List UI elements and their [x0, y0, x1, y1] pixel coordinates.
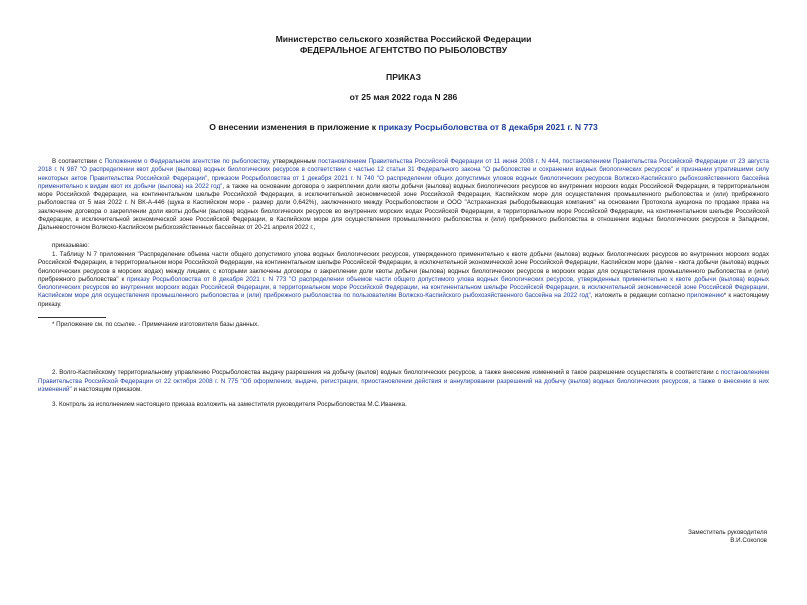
p1-text-2: , утвержденным [268, 158, 319, 165]
document-page [0, 34, 807, 605]
signature-name: В.И.Соколов [730, 537, 767, 545]
item1-link-appendix[interactable]: приложению [687, 292, 724, 300]
p1-link-resolution-987[interactable]: постановлением Правительства Российской Федерации от 23 августа 2018 г. N 987 "О распределении квот добычи (вылова) водных биологических ресурсов в соответствии с частью 12 статьи 31 Федерального закона "О рыболовстве и сохранении водных биологических ресурсов" и признании утратившими силу некоторых актов Правительства Российской Федерации" [38, 158, 769, 182]
item1-link-order-773[interactable]: приказу Росрыболовства от 8 декабря 2021 г. N 773 "О распределении объемов части общего допустимого улова водных биологических ресурсов, утвержденных применительно к квоте добычи (вылова) водных биологических ресурсов во внутренних морских водах Российской Федерации, в территориальном море Российской Федерации, на континентальном шельфе Российской Федерации, в исключительной экономической зоне Российской Федерации, Каспийском море для осуществления промышленного рыболовства и (или) прибрежного рыболовства по пользователям Волжско-Каспийского рыбохозяйственного бассейна на 2022 год" [38, 275, 770, 300]
item-2 [38, 369, 769, 394]
item1-text-3: * к настоящему приказу. [38, 292, 769, 308]
paragraph-basis [38, 158, 769, 233]
ministry-name: Министерство сельского хозяйства Российской Федерации [275, 34, 532, 44]
order-verb: приказываю: [52, 241, 90, 249]
p1-text-4: , [207, 174, 212, 182]
agency-name: ФЕДЕРАЛЬНОЕ АГЕНТСТВО ПО РЫБОЛОВСТВУ [299, 45, 508, 55]
document-type: ПРИКАЗ [386, 72, 421, 82]
signature-block [688, 529, 767, 546]
item2-link-resolution-775[interactable]: постановлением Правительства Российской Федерации от 22 октября 2008 г. N 775 "Об оформлении, выдаче, регистрации, приостановлении действия и аннулировании разрешений на добычу (вылов) водных биологических ресурсов, а также о внесении в них изменений" [38, 369, 769, 393]
item2-text-2: и настоящим приказом. [71, 385, 142, 393]
item1-text-1: 1. Таблицу N 7 приложения "Распределение объема части общего допустимого улова водных биологических ресурсов, утвержденного применительно к квоте добычи (вылова) водных биологических ресурсов во внутренних морских водах Российской Федерации, в территориальном море Российской Федерации, на континентальном шельфе Российской Федерации, в исключительной экономической зоне Российской Федерации, Каспийском море (далее - квота добычи (вылова) водных биологических ресурсов в морских водах) между лицами, с которыми заключены договоры о закреплении доли квоты добычи (вылова) водных биологических ресурсов в морских водах для осуществления промышленного рыболовства и (или) прибрежного рыболовства" к [38, 250, 769, 283]
p1-link-resolution-444[interactable]: постановлением Правительства Российской Федерации от 11 июня 2008 г. N 444 [318, 158, 559, 165]
item2-text-1: 2. Волго-Каспийскому территориальному управлению Росрыболовства выдачу разрешения на добычу (вылов) водных биологических ресурсов, а также внесение изменений в такое разрешение осуществлять в соответствии с [52, 369, 721, 377]
p1-text-3: , [558, 158, 563, 165]
p1-link-regulation[interactable]: Положением о Федеральном агентстве по рыболовству [104, 158, 269, 165]
document-date-number: от 25 мая 2022 года N 286 [349, 92, 458, 102]
item-1 [38, 251, 769, 309]
p1-text-5: , а также на основании договора о закреплении доли квоты добычи (вылова) водных биологических ресурсов во внутренних морских водах Российской Федерации, в территориальном море Российской Федерации, на континентальном шельфе Российской Федерации, в исключительной экономической зоне Российской Федерации, Каспийском море для осуществления промышленного рыболовства и (или) прибрежного рыболовства от 5 мая 2022 г. N ВК-А-446 (щука в Каспийском море - размер доли 0,642%), заключенного между Росрыболовством и ООО "Астраханская рыбодобывающая компания" на основании Протокола аукциона по продаже права на заключение договора о закреплении доли квоты добычи (вылова) водных биологических ресурсов во внутренних морских водах Российской Федерации, в территориальном море Российской Федерации, на континентальном шельфе Российской Федерации, в исключительной экономической зоне Российской Федерации, в Каспийском море для осуществления промышленного рыболовства и (или) прибрежного рыболовства в отношении водных биологических ресурсов в Западном, Дальневосточном Волжско-Каспийском рыбохозяйственных бассейнах от 20-21 апреля 2022 г., [38, 182, 770, 232]
p1-link-order-740[interactable]: приказом Росрыболовства от 1 декабря 2021 г. N 740 "О распределении общих допустимых уловов водных биологических ресурсов Волжско-Каспийского рыбохозяйственного бассейна применительно к видам квот их добычи (вылова) на 2022 год" [38, 174, 770, 190]
signature-position: Заместитель руководителя [688, 529, 767, 536]
subject-prefix: О внесении изменения в приложение к [209, 122, 379, 132]
document-subject [38, 122, 769, 132]
footnote-divider [38, 317, 106, 318]
item1-text-2: , изложить в редакции согласно [590, 292, 687, 300]
footnote: * Приложение см. по ссылке. - Примечание изготовителя базы данных. [52, 321, 259, 329]
p1-text-1: В соответствии с [52, 158, 105, 165]
subject-link[interactable]: приказу Росрыболовства от 8 декабря 2021 г. N 773 [378, 122, 598, 132]
item-3: 3. Контроль за исполнением настоящего приказа возложить на заместителя руководителя Росрыболовства М.С.Иваника. [52, 401, 407, 409]
